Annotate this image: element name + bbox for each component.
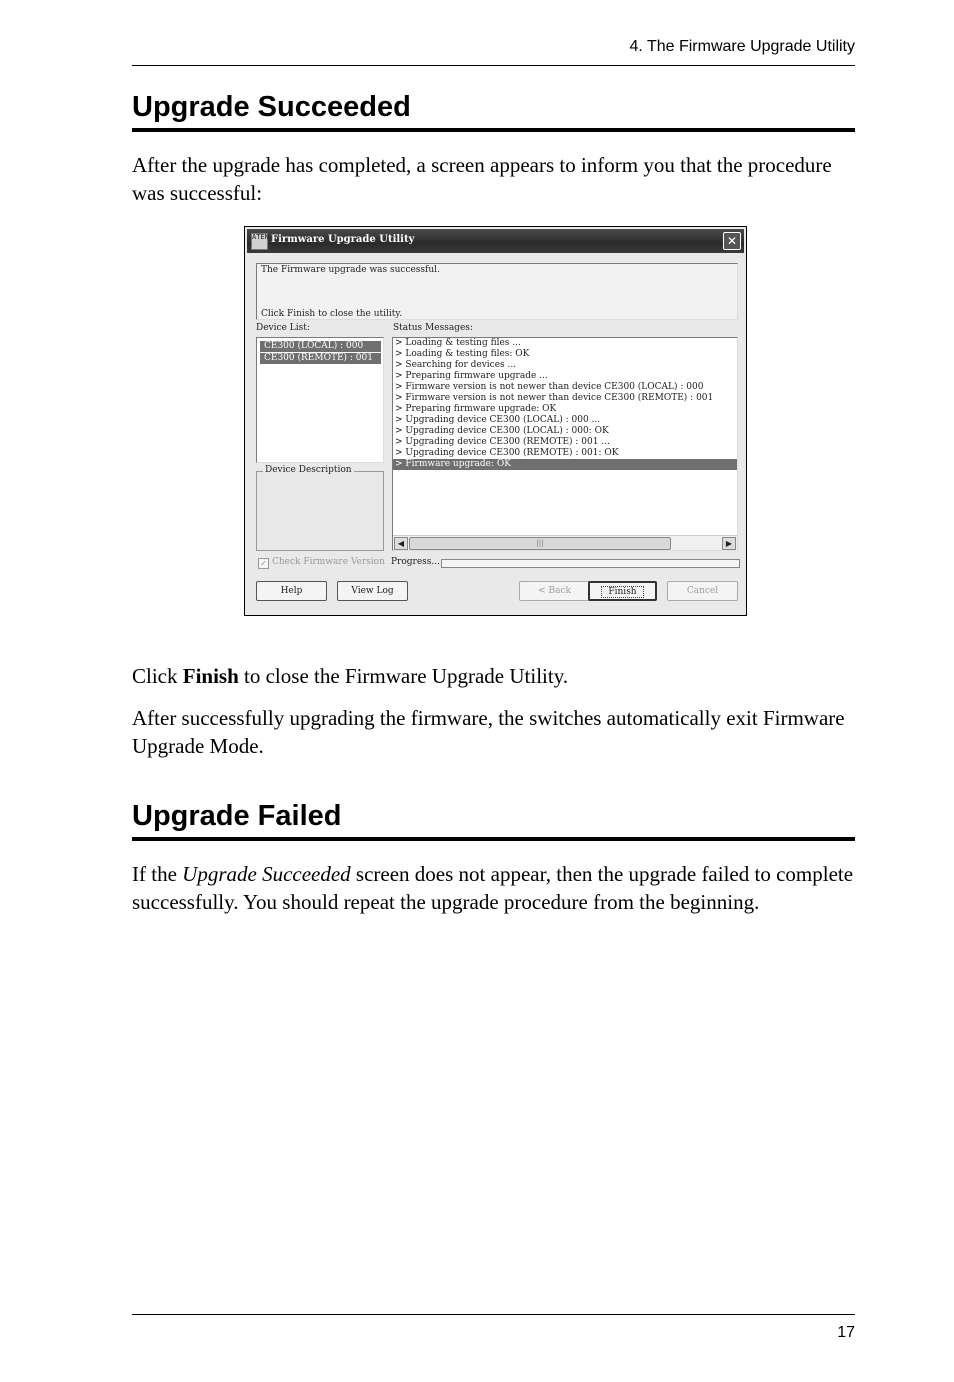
failed-text-italic: Upgrade Succeeded [182,862,351,886]
progress-bar [441,559,740,568]
status-message-line: > Upgrading device CE300 (REMOTE) : 001: OK [395,448,619,458]
status-message-line: > Firmware version is not newer than device CE300 (REMOTE) : 001 [395,393,714,403]
failed-text-before: If the [132,862,183,886]
after-upgrade-paragraph: After successfully upgrading the firmware, the switches automatically exit Firmware Upgrade Mode. [132,706,845,758]
status-lines [393,338,737,470]
status-message-line: > Loading & testing files ... [395,338,521,348]
status-message-line: > Preparing firmware upgrade: OK [395,404,557,414]
checkmark-icon: ✓ [260,559,267,568]
success-message: The Firmware upgrade was successful. [261,265,440,275]
status-message-line: > Upgrading device CE300 (LOCAL) : 000 ... [395,415,601,425]
finish-text-before: Click [132,664,183,688]
running-header: 4. The Firmware Upgrade Utility [629,38,855,55]
device-list[interactable] [256,337,384,463]
upgrade-failed-paragraph [132,860,855,916]
app-icon: ATEN [251,233,268,250]
heading-rule [132,128,855,132]
scroll-right-icon[interactable]: ▶ [722,537,736,550]
dialog-titlebar [247,229,744,253]
firmware-upgrade-dialog [244,226,747,616]
device-list-item[interactable]: CE300 (LOCAL) : 000 [260,341,381,352]
scroll-left-icon[interactable]: ◀ [394,537,408,550]
finish-button-label: Finish [601,586,643,598]
status-messages-label: Status Messages: [393,323,473,333]
close-icon[interactable]: ✕ [723,232,741,250]
horizontal-scrollbar[interactable] [393,535,737,550]
device-list-item[interactable]: CE300 (REMOTE) : 001 [260,353,381,364]
footer-rule [132,1314,855,1315]
intro-paragraph: After the upgrade has completed, a screen appears to inform you that the procedure was successful: [132,153,832,205]
status-message-line: > Upgrading device CE300 (LOCAL) : 000: OK [395,426,609,436]
progress-label: Progress... [391,557,440,567]
dialog-title: Firmware Upgrade Utility [271,234,415,245]
status-message-line: > Preparing firmware upgrade ... [395,371,548,381]
help-button[interactable]: Help [256,581,327,601]
status-message-line: > Upgrading device CE300 (REMOTE) : 001 ... [395,437,610,447]
finish-text-bold: Finish [182,664,239,688]
device-list-label: Device List: [256,323,310,333]
cancel-button[interactable]: Cancel [667,581,738,601]
scrollbar-thumb[interactable]: ||| [409,537,671,550]
status-messages-box[interactable] [392,337,738,551]
back-button[interactable]: < Back [519,581,590,601]
view-log-button[interactable]: View Log [337,581,408,601]
check-firmware-label: Check Firmware Version [272,557,385,567]
section-heading-upgrade-succeeded: Upgrade Succeeded [132,91,411,123]
close-instruction: Click Finish to close the utility. [261,309,403,319]
device-description-label: Device Description [265,465,352,475]
result-message-box [256,263,738,320]
header-rule [132,65,855,66]
status-message-line: > Firmware upgrade: OK [393,459,737,470]
status-message-line: > Loading & testing files: OK [395,349,530,359]
finish-instruction-paragraph [132,662,855,690]
failed-text-after: screen does not appear, then the upgrade failed to complete successfully. You should repeat the upgrade procedure from the beginning. [132,862,854,914]
finish-button[interactable] [588,581,657,601]
section-heading-upgrade-failed: Upgrade Failed [132,800,342,832]
status-message-line: > Firmware version is not newer than device CE300 (LOCAL) : 000 [395,382,704,392]
check-firmware-checkbox[interactable] [258,558,269,569]
heading-rule [132,837,855,841]
page-number: 17 [837,1324,855,1341]
finish-text-after: to close the Firmware Upgrade Utility. [238,664,569,688]
device-description-group [256,465,384,551]
status-message-line: > Searching for devices ... [395,360,517,370]
